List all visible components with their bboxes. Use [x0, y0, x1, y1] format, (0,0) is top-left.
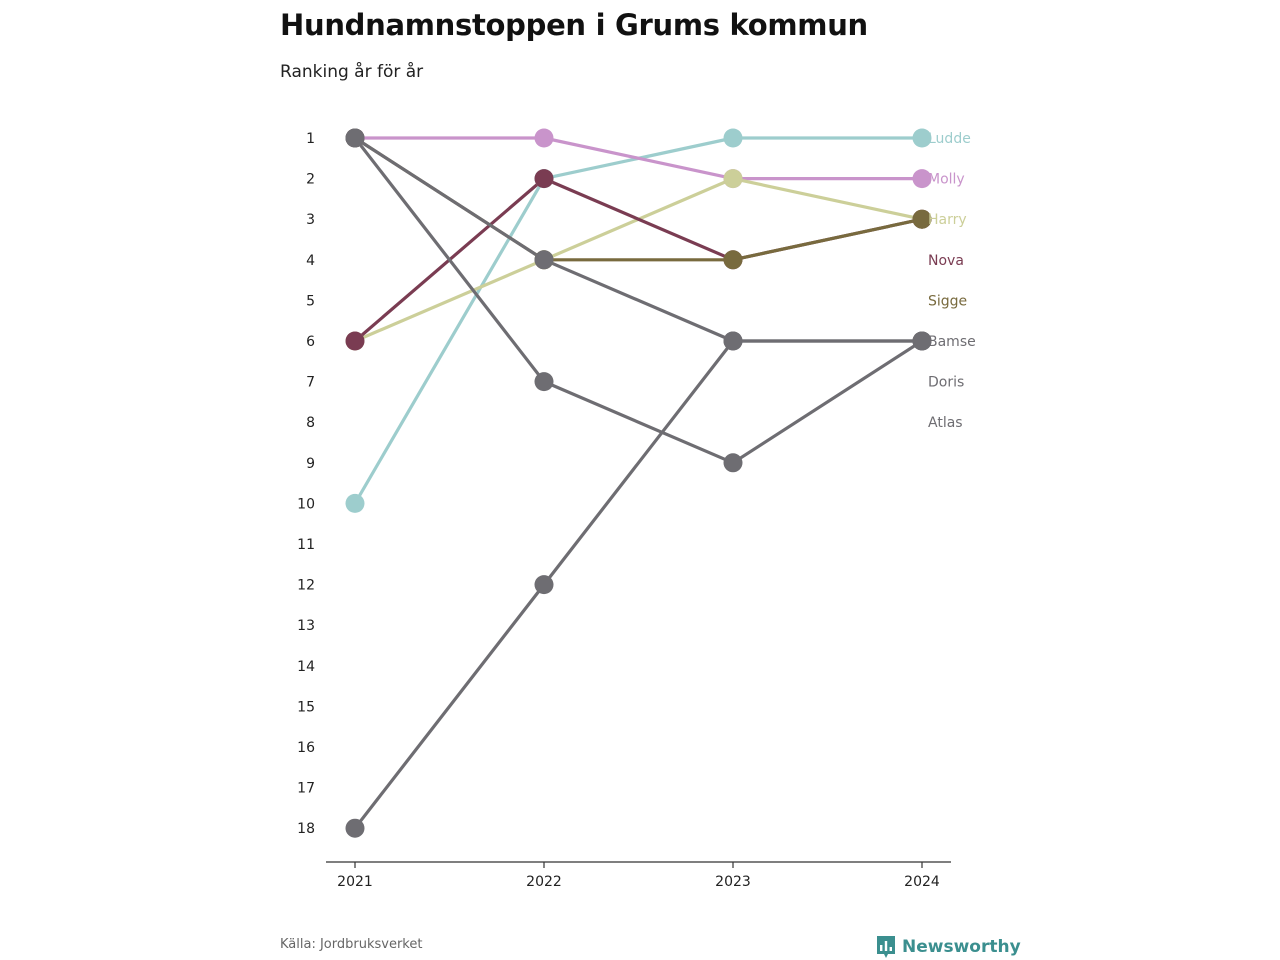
series-label-harry: Harry — [928, 212, 967, 229]
data-point-atlas[interactable] — [535, 250, 554, 269]
data-point-atlas[interactable] — [346, 129, 365, 148]
y-tick-label: 1 — [306, 131, 315, 147]
data-point-atlas[interactable] — [724, 332, 743, 351]
series-label-bamse: Bamse — [928, 334, 976, 350]
series-line-sigge — [355, 138, 922, 260]
y-tick-label: 3 — [306, 212, 315, 229]
y-tick-label: 13 — [297, 618, 315, 635]
y-tick-label: 7 — [306, 374, 315, 391]
series-line-doris — [355, 341, 922, 828]
series-label-sigge: Sigge — [928, 293, 968, 310]
series-lines — [355, 138, 922, 828]
data-point-sigge[interactable] — [724, 250, 743, 269]
series-labels — [928, 131, 976, 431]
data-point-molly[interactable] — [535, 129, 554, 148]
series-line-molly — [355, 138, 922, 179]
data-point-nova[interactable] — [535, 169, 554, 188]
series-label-nova: Nova — [928, 252, 964, 269]
y-tick-label: 9 — [306, 455, 315, 472]
chart-subtitle: Ranking år för år — [280, 62, 424, 82]
x-tick-label: 2023 — [715, 874, 751, 890]
series-label-ludde: Ludde — [928, 131, 971, 147]
y-tick-label: 4 — [306, 252, 315, 269]
y-tick-label: 18 — [297, 821, 315, 838]
brand-name: Newsworthy — [902, 937, 1021, 957]
source-note: Källa: Jordbruksverket — [280, 937, 423, 952]
y-tick-label: 12 — [297, 577, 315, 594]
series-label-molly: Molly — [928, 171, 965, 188]
y-tick-label: 11 — [297, 537, 315, 553]
x-tick-label: 2024 — [904, 874, 940, 890]
y-tick-label: 10 — [297, 496, 315, 513]
data-point-doris[interactable] — [535, 575, 554, 594]
series-label-doris: Doris — [928, 374, 965, 391]
brand-logo[interactable] — [876, 935, 1021, 959]
y-axis-ticks — [297, 131, 315, 837]
y-tick-label: 15 — [297, 699, 315, 716]
x-tick-label: 2021 — [337, 874, 373, 890]
data-point-nova[interactable] — [346, 332, 365, 351]
y-tick-label: 8 — [306, 415, 315, 432]
y-tick-label: 17 — [297, 780, 315, 797]
y-tick-label: 2 — [306, 171, 315, 188]
data-point-ludde[interactable] — [346, 494, 365, 513]
y-tick-label: 5 — [306, 293, 315, 310]
data-point-bamse[interactable] — [535, 372, 554, 391]
x-axis — [326, 862, 951, 890]
y-tick-label: 14 — [297, 658, 315, 675]
chart-title: Hundnamnstoppen i Grums kommun — [280, 8, 868, 42]
y-tick-label: 16 — [297, 740, 315, 756]
data-point-harry[interactable] — [724, 169, 743, 188]
y-tick-label: 6 — [306, 334, 315, 350]
data-point-ludde[interactable] — [724, 129, 743, 148]
bar-chart-logo-icon — [876, 935, 896, 959]
data-point-doris[interactable] — [346, 819, 365, 838]
data-point-bamse[interactable] — [724, 453, 743, 472]
series-line-atlas — [355, 138, 922, 341]
series-label-atlas: Atlas — [928, 415, 963, 432]
x-tick-label: 2022 — [526, 874, 562, 890]
